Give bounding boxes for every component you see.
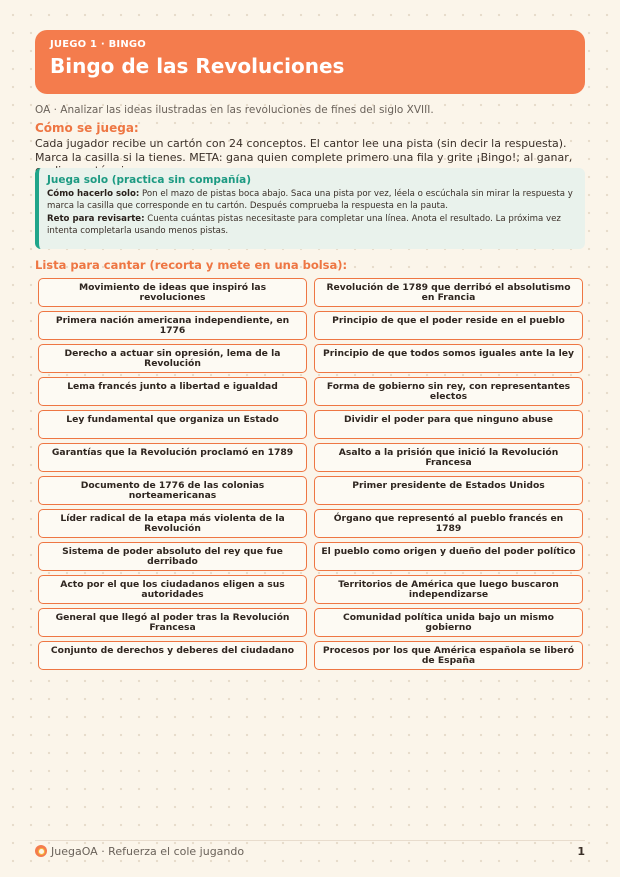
clue-card: Asalto a la prisión que inició la Revolución Francesa (314, 443, 583, 472)
clue-card: Ley fundamental que organiza un Estado (38, 410, 307, 439)
how-to-play-text: Cada jugador recibe un cartón con 24 conceptos. El cantor lee una pista (sin decir la respuesta). Marca la casilla si la tienes. META: gana quien complete primero una fila y grite ¡Bingo!; al ganar, (35, 137, 573, 164)
clue-card: Derecho a actuar sin opresión, lema de la Revolución (38, 344, 307, 373)
clue-card-grid (38, 278, 583, 670)
clue-card: Revolución de 1789 que derribó el absolutismo en Francia (314, 278, 583, 307)
clue-card: Lema francés junto a libertad e igualdad (38, 377, 307, 406)
clue-card: Forma de gobierno sin rey, con representantes electos (314, 377, 583, 406)
page-title: Bingo de las Revoluciones (50, 54, 345, 78)
brand-logo-icon (35, 845, 47, 857)
clue-card: Garantías que la Revolución proclamó en 1789 (38, 443, 307, 472)
solo-instruction-label: Cómo hacerlo solo: (47, 189, 140, 199)
clue-card: Procesos por los que América española se liberó de España (314, 641, 583, 670)
clue-card: Movimiento de ideas que inspiró las revoluciones (38, 278, 307, 307)
clue-card: Dividir el poder para que ninguno abuse (314, 410, 583, 439)
solo-play-heading: Juega solo (practica sin compañía) (47, 174, 251, 186)
clue-card: Principio de que todos somos iguales ante la ley (314, 344, 583, 373)
solo-instruction (47, 189, 575, 212)
page-number: 1 (577, 844, 585, 858)
clue-card: Sistema de poder absoluto del rey que fue derribado (38, 542, 307, 571)
solo-challenge-text: Cuenta cuántas pistas necesitaste para completar una línea. Anota el resultado. La próxima vez intenta completarla usando menos pistas. (47, 214, 561, 236)
solo-instruction-text: Pon el mazo de pistas boca abajo. Saca una pista por vez, léela o escúchala sin mirar la respuesta y marca la casilla que corresponde en tu cartón. Después comprueba la respuesta en la pauta. (47, 189, 573, 211)
clue-card: Comunidad política unida bajo un mismo gobierno (314, 608, 583, 637)
learning-objective: OA · Analizar las ideas ilustradas en las revoluciones de fines del siglo XVIII. (35, 104, 434, 116)
footer-brand (35, 845, 244, 858)
clue-card: Acto por el que los ciudadanos eligen a sus autoridades (38, 575, 307, 604)
footer-divider (35, 840, 585, 841)
game-kicker: JUEGO 1 · BINGO (50, 39, 147, 50)
clue-card: Primera nación americana independiente, en 1776 (38, 311, 307, 340)
clue-card: Principio de que el poder reside en el pueblo (314, 311, 583, 340)
footer (35, 843, 585, 859)
footer-brand-text: JuegaOA · Refuerza el cole jugando (51, 844, 245, 858)
clue-card: El pueblo como origen y dueño del poder político (314, 542, 583, 571)
solo-play-box (35, 168, 585, 249)
header-banner (35, 30, 585, 94)
clue-card: Territorios de América que luego buscaron independizarse (314, 575, 583, 604)
solo-challenge-label: Reto para revisarte: (47, 214, 145, 224)
clue-card: Líder radical de la etapa más violenta de la Revolución (38, 509, 307, 538)
clue-card: Documento de 1776 de las colonias norteamericanas (38, 476, 307, 505)
clue-card: Órgano que representó al pueblo francés en 1789 (314, 509, 583, 538)
clue-card: Primer presidente de Estados Unidos (314, 476, 583, 505)
how-to-play-heading: Cómo se juega: (35, 121, 139, 135)
clue-card: Conjunto de derechos y deberes del ciudadano (38, 641, 307, 670)
call-list-heading: Lista para cantar (recorta y mete en una bolsa): (35, 258, 348, 272)
clue-card: General que llegó al poder tras la Revolución Francesa (38, 608, 307, 637)
solo-challenge (47, 214, 575, 237)
